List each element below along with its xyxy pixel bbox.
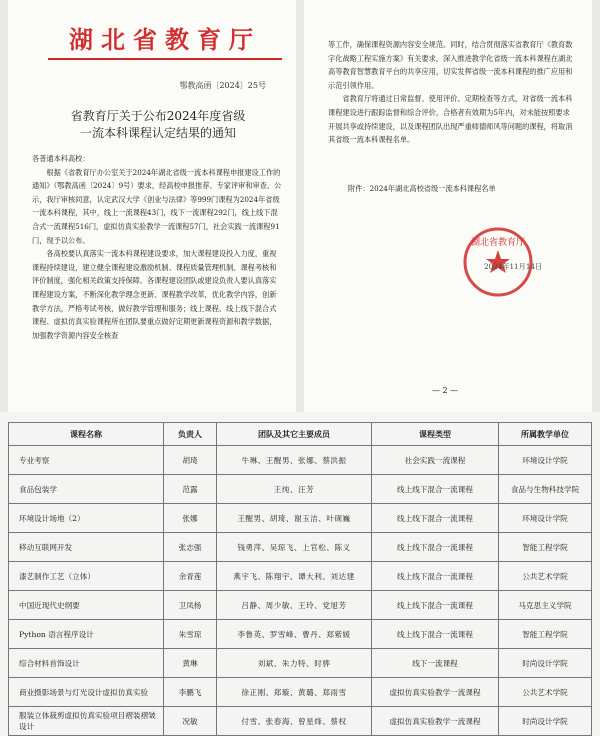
column-header: 课程类型: [372, 423, 499, 446]
right-page: [304, 0, 592, 412]
right-body: [328, 38, 576, 147]
notice-title: [38, 108, 278, 142]
table-row: [9, 620, 592, 649]
table-row: [9, 446, 592, 475]
team-members: 付雪、张春海、曾星烽、蔡权: [217, 707, 372, 736]
course-list-table: [8, 422, 592, 736]
course-type: 线上线下混合一流课程: [372, 475, 499, 504]
paragraph-1: 根据《省教育厅办公室关于2024年湖北省级一流本科课程申报建设工作的通知》（鄂教高函〔2024〕9号）要求，经高校申报推荐、专家评审和审查、公示，我厅审核同意，认定武汉大学《创业与法律》等999门课程为2024年省级一流本科课程，其中，线上一流课程43门，线下一流课程292门，线上线下混合式一流课程516门，虚拟仿真实验教学一流课程57门，社会实践一流课程91门，现予以公布。: [32, 167, 282, 245]
column-header: 团队及其它主要成员: [217, 423, 372, 446]
team-members: 李鲁英、罗雪峰、曹丹、郑紫媛: [217, 620, 372, 649]
teaching-unit: 时尚设计学院: [499, 649, 592, 678]
left-page: [8, 0, 296, 412]
table-row: [9, 649, 592, 678]
course-type: 社会实践一流课程: [372, 446, 499, 475]
paragraph-4: 省教育厅将通过日常监督、使用评价、定期检查等方式，对省级一流本科课程建设进行跟踪监督和综合评价，合格者有效期为5年内，对未能按照要求开展共享或持续建设，以及课程团队出现严重师德师风等问题的课程，将取消其省级一流本科课程名单。: [328, 94, 573, 145]
course-name: 环境设计场地（2）: [9, 504, 164, 533]
table-row: [9, 475, 592, 504]
team-members: 牛琳、王醒男、张娜、蔡洪振: [217, 446, 372, 475]
teaching-unit: 环境设计学院: [499, 504, 592, 533]
attachment-note: 附件：2024年湖北高校省级一流本科课程名单: [348, 184, 496, 193]
course-name: 专业考察: [9, 446, 164, 475]
course-type: 线下一流课程: [372, 649, 499, 678]
page-number: — 2 —: [432, 386, 459, 395]
course-type: 线上线下混合一流课程: [372, 533, 499, 562]
teaching-unit: 环境设计学院: [499, 446, 592, 475]
title-line-1: 省教育厅关于公布2024年度省级: [70, 109, 246, 123]
table-row: [9, 707, 592, 736]
course-lead: 黄琳: [164, 649, 217, 678]
course-name: 综合材料首饰设计: [9, 649, 164, 678]
course-lead: 胡琦: [164, 446, 217, 475]
course-lead: 张娜: [164, 504, 217, 533]
course-lead: 朱雪琼: [164, 620, 217, 649]
team-members: 刘斌、朱力特、时骅: [217, 649, 372, 678]
letterhead-title: 湖北省教育厅: [48, 22, 282, 60]
team-members: 钱勇萍、吴琼飞、上官松、陈义: [217, 533, 372, 562]
column-header: 课程名称: [9, 423, 164, 446]
team-members: 燕宇飞、陈翔宇、谭大利、刘达建: [217, 562, 372, 591]
course-type: 虚拟仿真实验教学一流课程: [372, 678, 499, 707]
teaching-unit: 公共艺术学院: [499, 562, 592, 591]
teaching-unit: 时尚设计学院: [499, 707, 592, 736]
team-members: 王醒男、胡琦、谢玉洁、叶砚巍: [217, 504, 372, 533]
course-type: 线上线下混合一流课程: [372, 504, 499, 533]
table-row: [9, 562, 592, 591]
course-lead: 李鹏飞: [164, 678, 217, 707]
course-name: Python 语言程序设计: [9, 620, 164, 649]
teaching-unit: 食品与生物科技学院: [499, 475, 592, 504]
paragraph-3: 等工作，确保课程资源内容安全规范。同时，结合贯彻落实省教育厅《教育数字化战略工程实施方案》有关要求，深入推进教学化省级一流本科课程在湖北高等教育智慧教育平台的共享应用，切实发挥省级一流本科课程的推广应用和示范引领作用。: [328, 40, 573, 90]
team-members: 吕静、周少敏、王玲、党旭芳: [217, 591, 372, 620]
teaching-unit: 智能工程学院: [499, 620, 592, 649]
course-type: 线上线下混合一流课程: [372, 620, 499, 649]
course-name: 食品包装学: [9, 475, 164, 504]
column-header: 负责人: [164, 423, 217, 446]
course-type: 线上线下混合一流课程: [372, 591, 499, 620]
course-name: 中国近现代史纲要: [9, 591, 164, 620]
table-row: [9, 678, 592, 707]
table-row: [9, 533, 592, 562]
course-type: 虚拟仿真实验教学一流课程: [372, 707, 499, 736]
issue-date: 2024年11月14日: [484, 262, 543, 271]
course-type: 线上线下混合一流课程: [372, 562, 499, 591]
salutation: 各普通本科高校：: [32, 154, 90, 163]
document-number: 鄂教高函〔2024〕25号: [179, 81, 266, 90]
seal-text: 湖北省教育厅: [470, 238, 526, 248]
column-header: 所属教学单位: [499, 423, 592, 446]
teaching-unit: 马克思主义学院: [499, 591, 592, 620]
course-name: 商业摄影场景与灯光设计虚拟仿真实验: [9, 678, 164, 707]
left-body: [32, 152, 282, 342]
course-lead: 余青莲: [164, 562, 217, 591]
course-name: 移动互联网开发: [9, 533, 164, 562]
teaching-unit: 公共艺术学院: [499, 678, 592, 707]
table-row: [9, 504, 592, 533]
course-lead: 况敏: [164, 707, 217, 736]
course-lead: 范露: [164, 475, 217, 504]
course-lead: 张志强: [164, 533, 217, 562]
table-header-row: [9, 423, 592, 446]
course-name: 漆艺制作工艺（立体）: [9, 562, 164, 591]
course-lead: 卫凤杨: [164, 591, 217, 620]
title-line-2: 一流本科课程认定结果的通知: [79, 126, 236, 140]
course-name: 服装立体裁剪虚拟仿真实验项目褶装褶皱设计: [9, 707, 164, 736]
team-members: 王纯、汪芳: [217, 475, 372, 504]
paragraph-2: 各高校要认真落实一流本科课程建设要求，加大课程建设投入力度，重视课程持续建设，建立健全课程建设激励机制、课程质量管理机制、课程考核和评价制度，强化相关政策支持保障。各课程建设团队或建设负责人要认真落实课程建设方案，不断深化教学理念更新、课程教学改革，优化教学内容，创新教学方法，严格考试考核，做好教学管理和服务；线上课程、线上线下混合式课程、虚拟仿真实验课程所在团队要重点做好定期更新课程资源和教学数据，加强教学资源内容安全核查: [32, 249, 277, 340]
table-row: [9, 591, 592, 620]
teaching-unit: 智能工程学院: [499, 533, 592, 562]
team-members: 徐正刚、郑璇、黄璐、郑雨雪: [217, 678, 372, 707]
